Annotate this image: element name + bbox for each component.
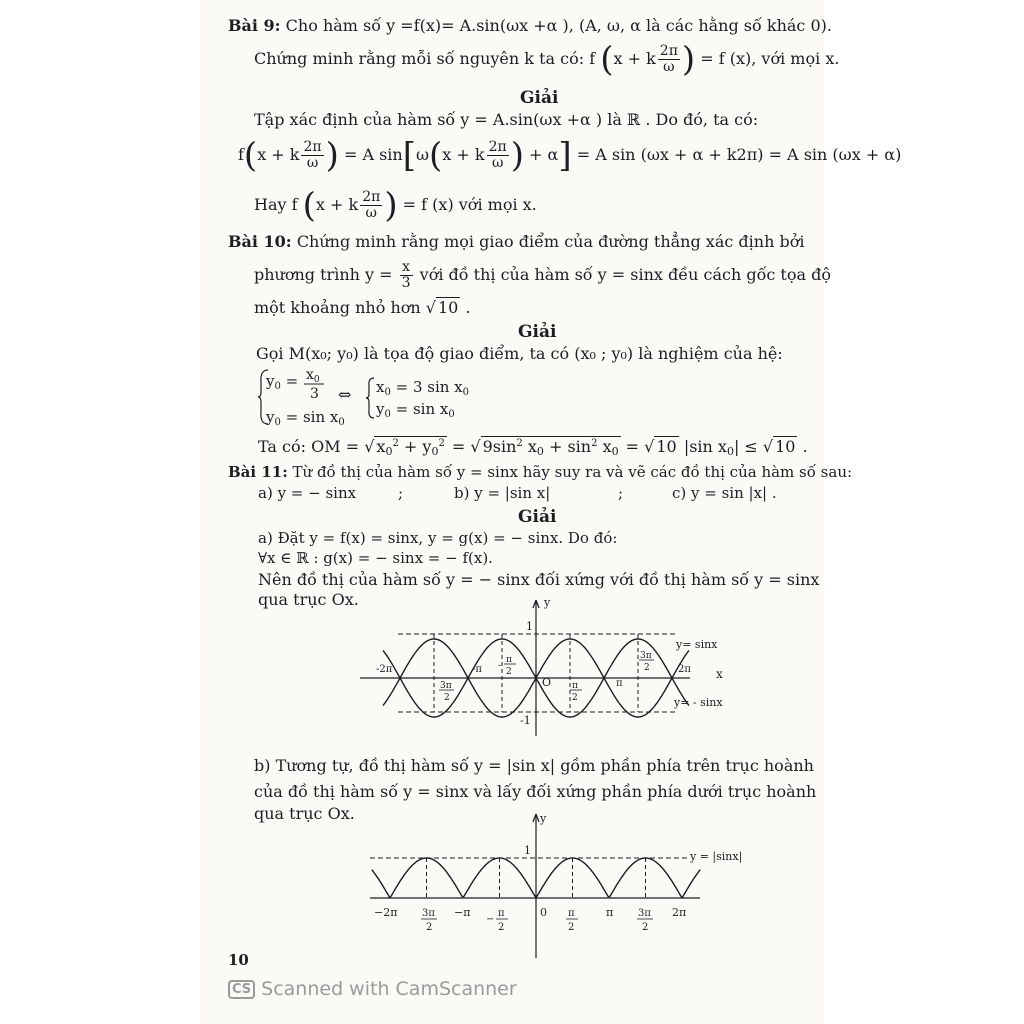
camscanner-logo: CS: [228, 980, 255, 999]
problem-10-title: Bài 10:: [228, 232, 292, 251]
separator-1: ;: [398, 484, 404, 502]
g2-tick-pi2-den: 2: [568, 922, 575, 933]
graph-sin-negsin: [360, 596, 740, 742]
problem-11-text: Từ đồ thị của hàm số y = sinx hãy suy ra và vẽ các đồ thị của hàm số sau:: [292, 463, 853, 481]
svg-text:y0 =: $y_0$ =: [266, 372, 299, 392]
g1-tick-neg-1: -1: [520, 714, 531, 727]
system-svg: [258, 366, 488, 428]
equation-post: với đồ thị của hàm số y = sinx đều cách gốc tọa độ: [419, 265, 831, 284]
g1-tick-3pi2-num: 3π: [640, 651, 652, 661]
svg-text:x0 = 3 sin x0: $x_0 = 3$ $\sin x_0$: [376, 378, 470, 398]
solution-b-line-2: của đồ thị hàm số y = sinx và lấy đối xứng phần phía dưới trục hoành: [254, 782, 817, 801]
g2-tick-2pi: 2π: [672, 906, 687, 919]
option-b: b) y = |sin x|: [454, 484, 551, 502]
equation-tail: = A sin (ωx + α + k2π) = A sin (ωx + α): [576, 145, 902, 164]
g1-tick-minus-pi2-num: π: [506, 655, 512, 665]
g2-tick-3pi2-num: 3π: [638, 908, 651, 919]
g2-tick-pi: π: [606, 906, 614, 919]
problem-10-equation-line: phương trình y = $\frac{x}{3}$ với đồ thị của hàm số y = sinx đều cách gốc tọa độ: [254, 259, 831, 291]
problem-9-domain: Tập xác định của hàm số y = A.sin(ωx +α ) là ℝ . Do đó, ta có:: [254, 110, 759, 129]
g1-tick-minus-pi2-sign: -: [498, 661, 502, 671]
problem-9-conclusion: Hay f (x + k $\frac{2\pi}{\omega}$ ) = f (x) với mọi x.: [254, 185, 537, 226]
problem-9-equation: f(x + k $\frac{2\pi}{\omega}$ ) = A sin[ω(x + k $\frac{2\pi}{\omega}$ ) + α] = A sin (ωx + α + k2π) = A sin (ωx + α): [238, 135, 902, 176]
g2-tick-minus-3pi2-num: 3π: [422, 908, 435, 919]
solution-heading-11: Giải: [518, 507, 557, 527]
g2-abs-label: y = |sinx|: [690, 850, 743, 863]
solution-b-line-1: b) Tương tự, đồ thị hàm số y = |sin x| gồm phần phía trên trục hoành: [254, 756, 814, 775]
distance-text: một khoảng nhỏ hơn: [254, 298, 421, 317]
solution-a-line-3: Nên đồ thị của hàm số y = − sinx đối xứng với đồ thị hàm số y = sinx: [258, 570, 820, 589]
g2-y-axis-label: y: [540, 812, 547, 825]
g1-tick-pi2-num: π: [572, 681, 578, 691]
separator-2: ;: [618, 484, 624, 502]
solution-a-line-2: ∀x ∈ ℝ : g(x) = − sinx = − f(x).: [258, 549, 493, 567]
conclusion-pre: Hay f: [254, 195, 298, 214]
problem-9-claim: Chứng minh rằng mỗi số nguyên k ta có: f (x + k $\frac{2\pi}{\omega}$ ) = f (x), với mọi x.: [254, 39, 840, 80]
option-a: a) y = − sinx: [258, 484, 357, 502]
om-label: Ta có: OM =: [258, 437, 360, 456]
g1-tick-1: 1: [526, 620, 533, 633]
option-c: c) y = sin |x| .: [672, 484, 777, 502]
g1-origin: O: [542, 676, 552, 689]
camscanner-text: Scanned with CamScanner: [261, 978, 517, 1000]
g2-tick-3pi2-den: 2: [642, 922, 649, 933]
g2-tick-minus-pi: −π: [454, 906, 471, 919]
g1-y-axis-label: y: [544, 596, 551, 609]
problem-10-line: [228, 232, 804, 252]
g1-tick-pi2-den: 2: [572, 693, 578, 703]
g1-sin-label: y= sinx: [676, 638, 718, 651]
g1-tick-2pi: 2π: [678, 664, 691, 675]
g1-tick-pi: π: [616, 678, 623, 689]
svg-text:⇔: ⇔: [338, 385, 352, 404]
solution-heading-9: Giải: [520, 88, 559, 108]
system-of-equations: [258, 366, 488, 433]
svg-text:y0 = sin x0: $y_0 = \sin x_0$: [266, 408, 345, 428]
problem-11-line: [228, 462, 852, 482]
g2-origin: 0: [540, 906, 547, 919]
g2-tick-minus-3pi2-den: 2: [426, 922, 433, 933]
svg-text:3: 3: [310, 386, 319, 402]
equation-pre: phương trình y =: [254, 265, 393, 284]
svg-text:x0: $x_0$: [306, 367, 320, 385]
graph-abs-sin: [370, 810, 790, 960]
page-number: 10: [228, 951, 249, 969]
problem-11-title: Bài 11:: [228, 463, 288, 481]
g2-tick-minus-pi2-num: π: [498, 908, 505, 919]
claim-tail: = f (x), với mọi x.: [700, 49, 840, 68]
solution-b-line-3: qua trục Ox.: [254, 804, 355, 823]
problem-10-text: Chứng minh rằng mọi giao điểm của đường thẳng xác định bởi: [296, 232, 805, 251]
g2-tick-pi2-num: π: [568, 908, 575, 919]
problem-9-title: Bài 9:: [228, 16, 281, 35]
claim-text: Chứng minh rằng mỗi số nguyên k ta có: f: [254, 49, 596, 68]
g2-tick-minus-pi2-den: 2: [498, 922, 505, 933]
problem-9-line: [228, 16, 832, 36]
g1-tick-minus-2pi: -2π: [376, 664, 393, 675]
solution-heading-10: Giải: [518, 322, 557, 342]
camscanner-watermark: [228, 978, 517, 1000]
problem-10-setup: Gọi M(x₀; y₀) là tọa độ giao điểm, ta có (x₀ ; y₀) là nghiệm của hệ:: [256, 344, 783, 363]
conclusion-post: = f (x) với mọi x.: [402, 195, 537, 214]
solution-a-line-4: qua trục Ox.: [258, 590, 359, 609]
g1-tick-minus-pi2-den: 2: [506, 667, 512, 677]
solution-a-line-1: a) Đặt y = f(x) = sinx, y = g(x) = − sinx. Do đó:: [258, 529, 618, 547]
problem-10-distance: một khoảng nhỏ hơn √ 10 .: [254, 298, 471, 317]
g1-tick-minus-3pi2-num: 3π: [440, 681, 452, 691]
g1-x-axis-label: x: [716, 667, 723, 681]
svg-text:y0 = sin x0: $y_0 = \sin x_0$: [376, 400, 455, 420]
problem-9-intro: Cho hàm số y =f(x)= A.sin(ωx +α ), (A, ω, α là các hằng số khác 0).: [285, 16, 832, 35]
g2-tick-minus-2pi: −2π: [374, 906, 398, 919]
g2-tick-minus-pi2-sign: −: [486, 914, 495, 925]
g2-tick-1: 1: [524, 844, 531, 857]
g1-tick-3pi2-den: 2: [644, 663, 650, 673]
g1-tick-minus-3pi2-den: 2: [444, 693, 450, 703]
g1-tick-minus-pi: -π: [472, 664, 482, 675]
om-calculation: Ta có: OM = √ $x_0^2 + y_0^2$ = √ $9\sin^2$ $x_0 + \sin^2 x_0$ = √ 10 |sin $x_0|$ ≤ √ 10 .: [258, 437, 808, 458]
g1-negsin-label: y= - sinx: [674, 696, 723, 709]
